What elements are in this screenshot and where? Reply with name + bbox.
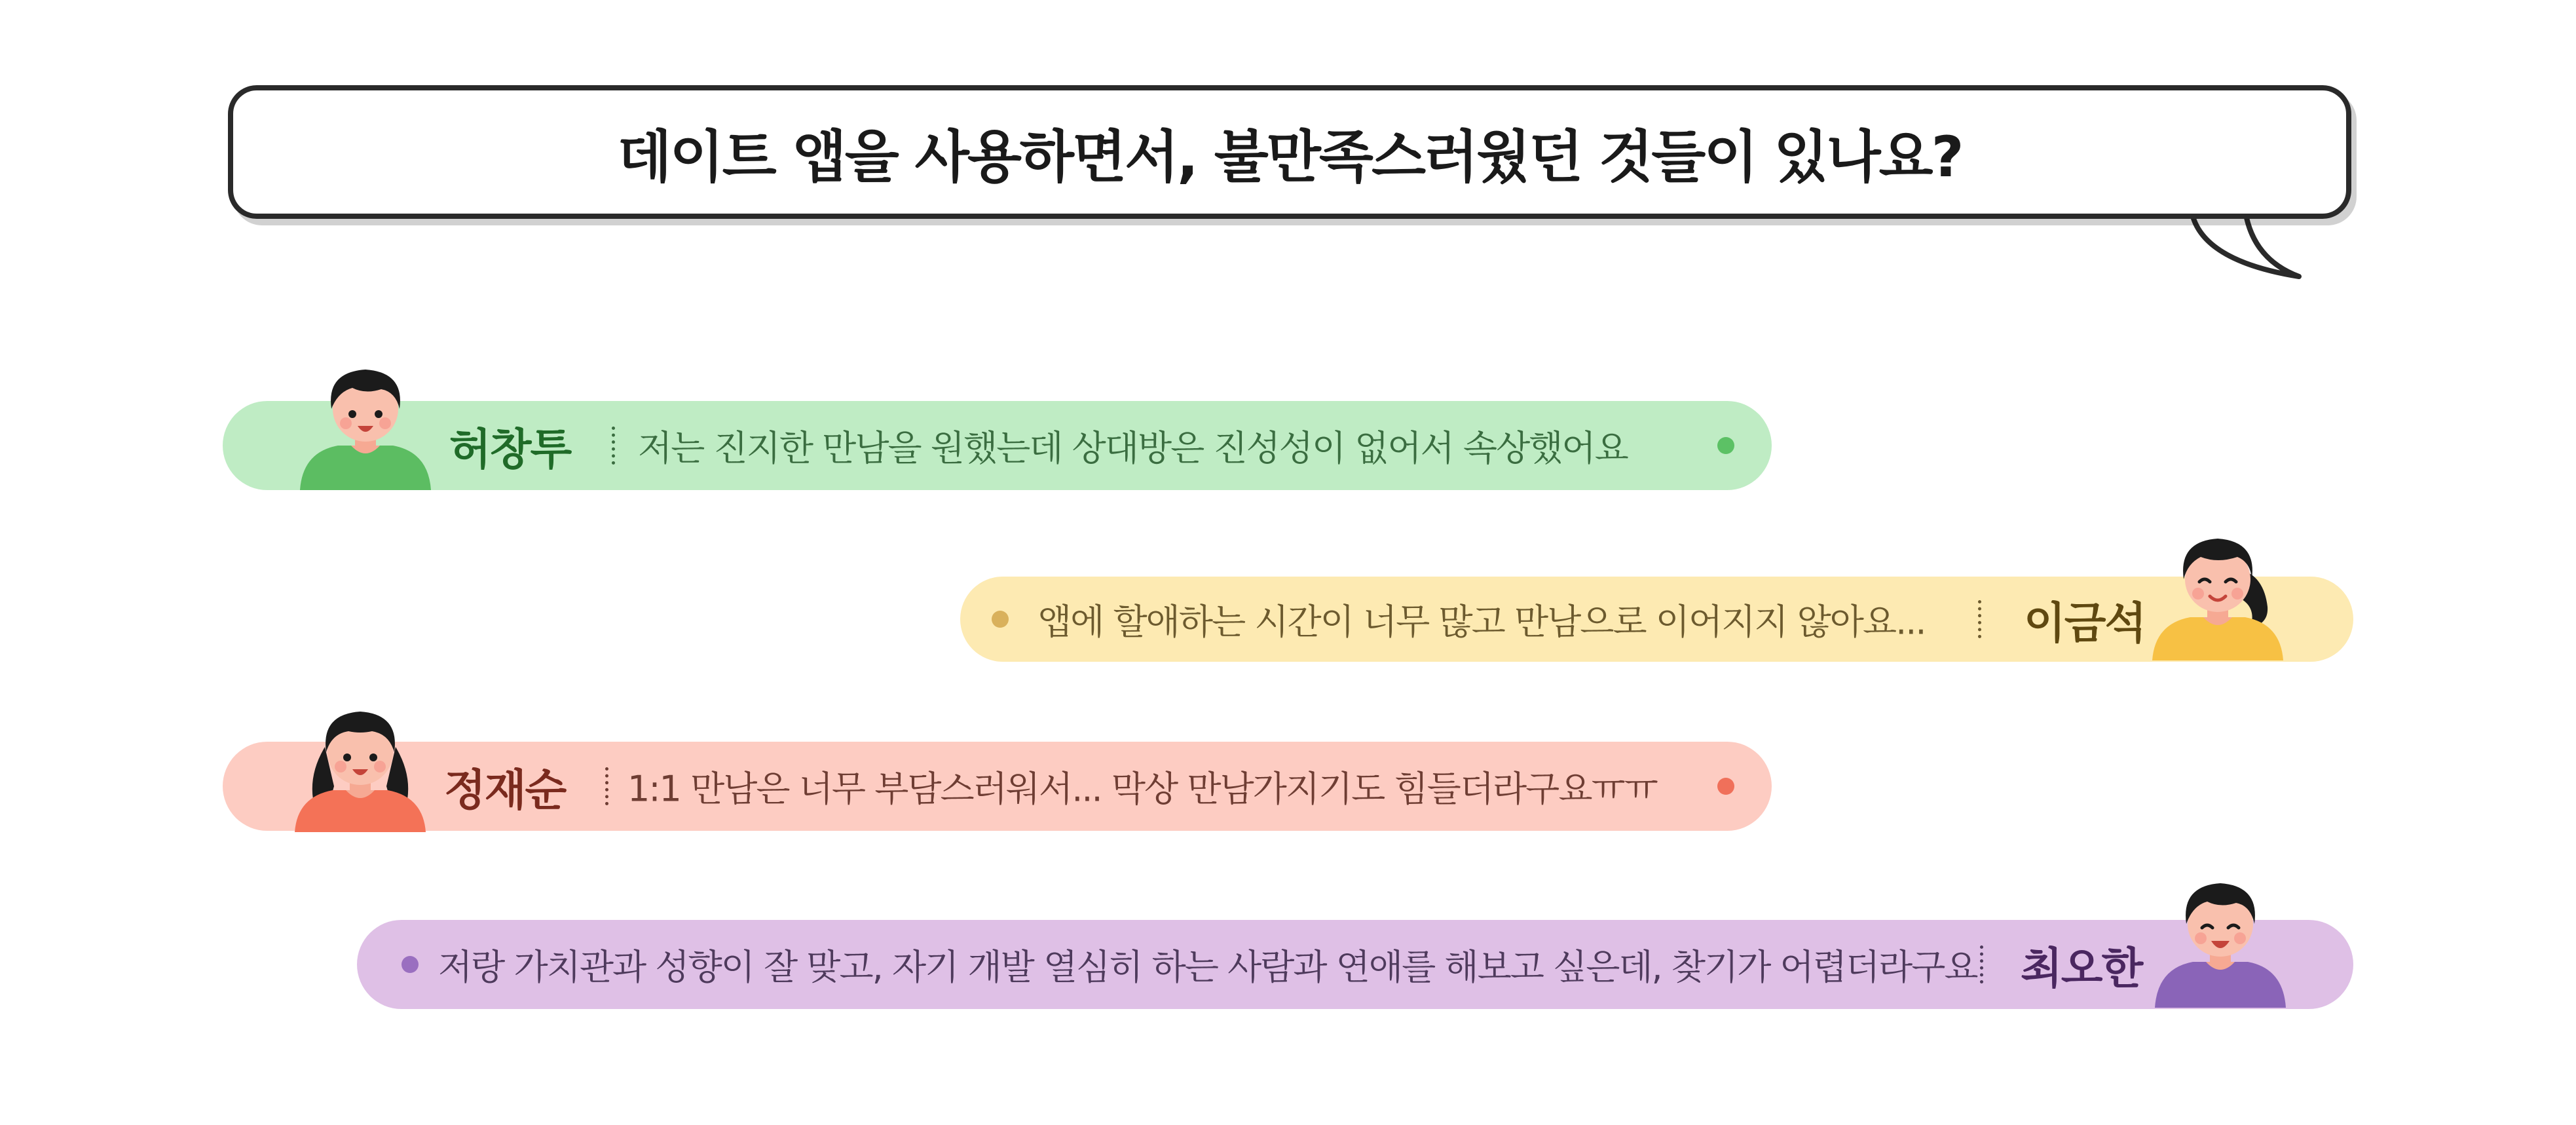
respondent-name: 최오한 xyxy=(2021,943,2142,994)
response-message: 저랑 가치관과 성향이 잘 맞고, 자기 개발 열심히 하는 사람과 연애를 해보고 싶은데, 찾기가 어렵더라구요 xyxy=(438,946,1977,988)
question-text: 데이트 앱을 사용하면서, 불만족스러웠던 것들이 있나요? xyxy=(617,124,1962,190)
female-avatar-icon xyxy=(295,695,426,833)
dotted-separator xyxy=(605,767,608,805)
male-avatar-icon xyxy=(2155,865,2286,1009)
response-message: 저는 진지한 만남을 원했는데 상대방은 진성성이 없어서 속상했어요 xyxy=(638,427,1628,469)
response-row-3 xyxy=(223,742,1772,831)
dotted-separator xyxy=(1980,945,1983,983)
respondent-name: 이금석 xyxy=(2024,598,2146,649)
speech-bubble-tail xyxy=(2175,208,2305,287)
response-row-1 xyxy=(223,401,1772,490)
bullet-dot xyxy=(1717,778,1734,795)
dotted-separator xyxy=(1978,600,1981,638)
response-row-4 xyxy=(357,920,2353,1009)
male-avatar-icon xyxy=(300,354,431,491)
response-message: 1:1 만남은 너무 부담스러워서... 막상 만남가지기도 힘들더라구요ㅠㅠ xyxy=(627,768,1657,810)
bullet-dot xyxy=(401,956,419,973)
response-message: 앱에 할애하는 시간이 너무 많고 만남으로 이어지지 않아요... xyxy=(1037,601,1926,643)
bullet-dot xyxy=(992,611,1009,628)
dotted-separator xyxy=(612,427,615,465)
female-avatar-icon xyxy=(2152,522,2283,662)
question-bubble xyxy=(228,85,2351,219)
response-row-2 xyxy=(960,577,2353,662)
bullet-dot xyxy=(1717,437,1734,454)
respondent-name: 정재순 xyxy=(444,765,566,816)
respondent-name: 허창투 xyxy=(449,424,571,475)
